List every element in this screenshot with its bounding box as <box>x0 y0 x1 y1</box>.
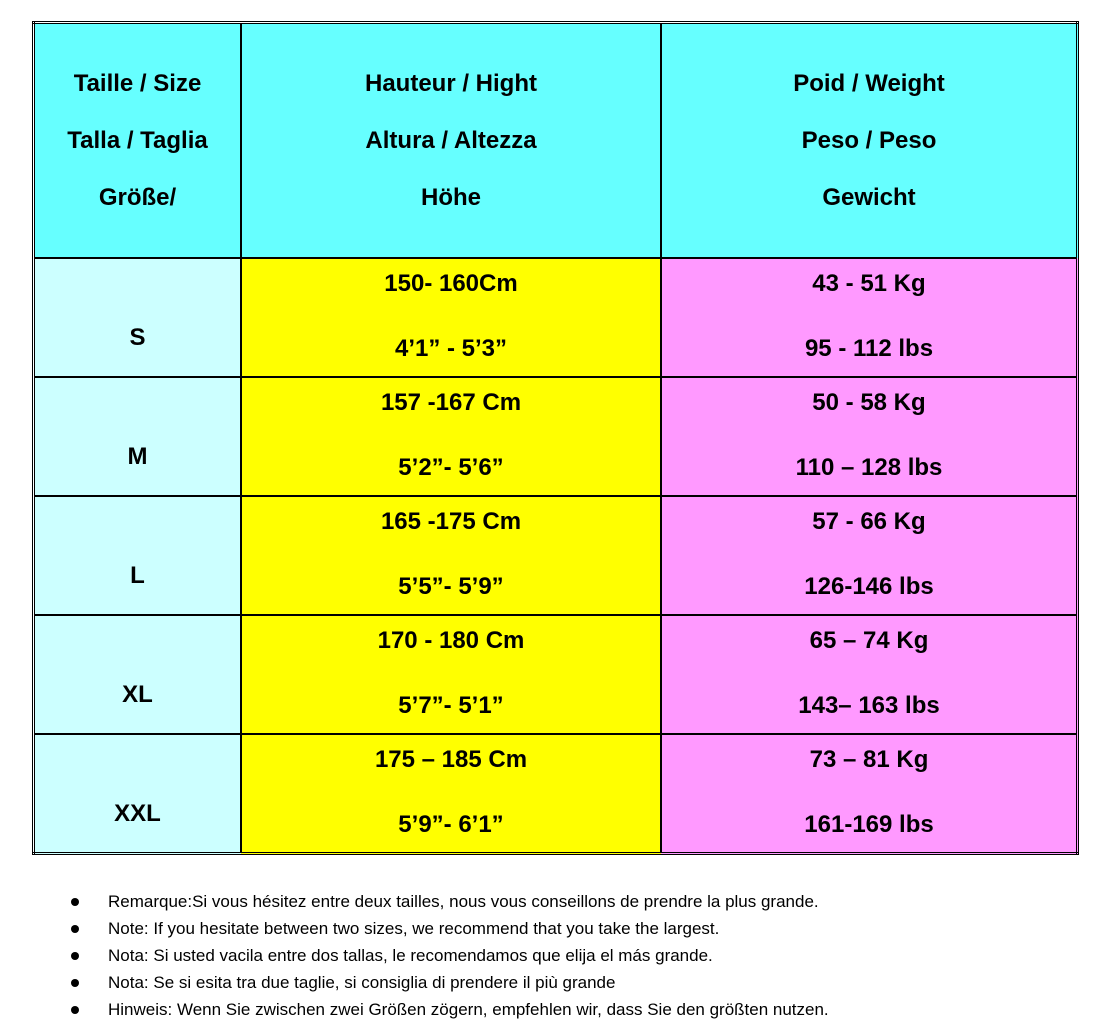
height-ft: 5’2”- 5’6” <box>398 454 504 481</box>
size-cell <box>34 734 242 854</box>
table-row <box>34 496 1078 615</box>
height-cell <box>241 496 661 615</box>
size-cell <box>34 377 242 496</box>
size-cell <box>34 258 242 377</box>
weight-kg: 43 - 51 Kg <box>812 270 926 297</box>
table-row <box>34 734 1078 854</box>
table-row <box>34 615 1078 734</box>
weight-kg: 57 - 66 Kg <box>812 508 926 535</box>
list-item <box>68 969 829 996</box>
weight-cell <box>661 258 1078 377</box>
note-text: Hinweis: Wenn Sie zwischen zwei Größen zögern, empfehlen wir, dass Sie den größten nutzen. <box>108 1000 829 1019</box>
header-height-line: Höhe <box>421 184 481 211</box>
header-weight-line: Poid / Weight <box>793 70 945 97</box>
weight-kg: 73 – 81 Kg <box>809 746 929 773</box>
notes-list <box>68 888 829 1023</box>
height-cell <box>241 734 661 854</box>
weight-cell <box>661 615 1078 734</box>
bullet-icon <box>71 1006 79 1014</box>
height-ft: 5’5”- 5’9” <box>398 573 504 600</box>
bullet-icon <box>71 925 79 933</box>
note-text: Note: If you hesitate between two sizes, we recommend that you take the largest. <box>108 919 720 938</box>
header-weight-cell <box>661 23 1078 259</box>
weight-kg: 50 - 58 Kg <box>812 389 926 416</box>
height-cell <box>241 258 661 377</box>
bullet-icon <box>71 952 79 960</box>
header-weight-line: Gewicht <box>822 184 916 211</box>
height-cm: 170 - 180 Cm <box>377 627 525 654</box>
height-cm: 175 – 185 Cm <box>374 746 528 773</box>
header-height-cell <box>241 23 661 259</box>
height-cm: 157 -167 Cm <box>380 389 522 416</box>
note-text: Remarque:Si vous hésitez entre deux tailles, nous vous conseillons de prendre la plus grande. <box>108 892 819 911</box>
list-item <box>68 888 829 915</box>
note-text: Nota: Se si esita tra due taglie, si consiglia di prendere il più grande <box>108 973 616 992</box>
list-item <box>68 996 829 1023</box>
weight-cell <box>661 734 1078 854</box>
table-row <box>34 258 1078 377</box>
header-size-line: Taille / Size <box>73 70 202 97</box>
header-height-line: Altura / Altezza <box>365 127 537 154</box>
header-size-cell <box>34 23 242 259</box>
header-height-line: Hauteur / Hight <box>365 70 537 97</box>
size-cell <box>34 615 242 734</box>
header-size-line: Talla / Taglia <box>67 127 208 154</box>
header-weight-line: Peso / Peso <box>801 127 937 154</box>
header-size-line: Größe/ <box>98 184 177 211</box>
size-label: XXL <box>114 799 161 827</box>
weight-lbs: 126-146 lbs <box>804 573 934 600</box>
weight-cell <box>661 496 1078 615</box>
list-item <box>68 915 829 942</box>
height-cell <box>241 615 661 734</box>
size-cell <box>34 496 242 615</box>
size-label: S <box>129 323 146 351</box>
weight-lbs: 95 - 112 lbs <box>804 335 934 362</box>
weight-cell <box>661 377 1078 496</box>
weight-lbs: 161-169 lbs <box>804 811 934 838</box>
list-item <box>68 942 829 969</box>
size-chart-table <box>32 21 1079 855</box>
height-ft: 4’1” - 5’3” <box>394 335 508 362</box>
height-ft: 5’7”- 5’1” <box>398 692 504 719</box>
header-row <box>34 23 1078 259</box>
height-ft: 5’9”- 6’1” <box>398 811 504 838</box>
height-cell <box>241 377 661 496</box>
height-cm: 150- 160Cm <box>384 270 518 297</box>
bullet-icon <box>71 979 79 987</box>
weight-kg: 65 – 74 Kg <box>809 627 929 654</box>
note-text: Nota: Si usted vacila entre dos tallas, le recomendamos que elija el más grande. <box>108 946 713 965</box>
height-cm: 165 -175 Cm <box>380 508 522 535</box>
weight-lbs: 143– 163 lbs <box>798 692 940 719</box>
bullet-icon <box>71 898 79 906</box>
size-label: M <box>127 442 148 470</box>
weight-lbs: 110 – 128 lbs <box>795 454 943 481</box>
table-row <box>34 377 1078 496</box>
size-label: XL <box>122 680 153 708</box>
size-label: L <box>130 561 145 589</box>
